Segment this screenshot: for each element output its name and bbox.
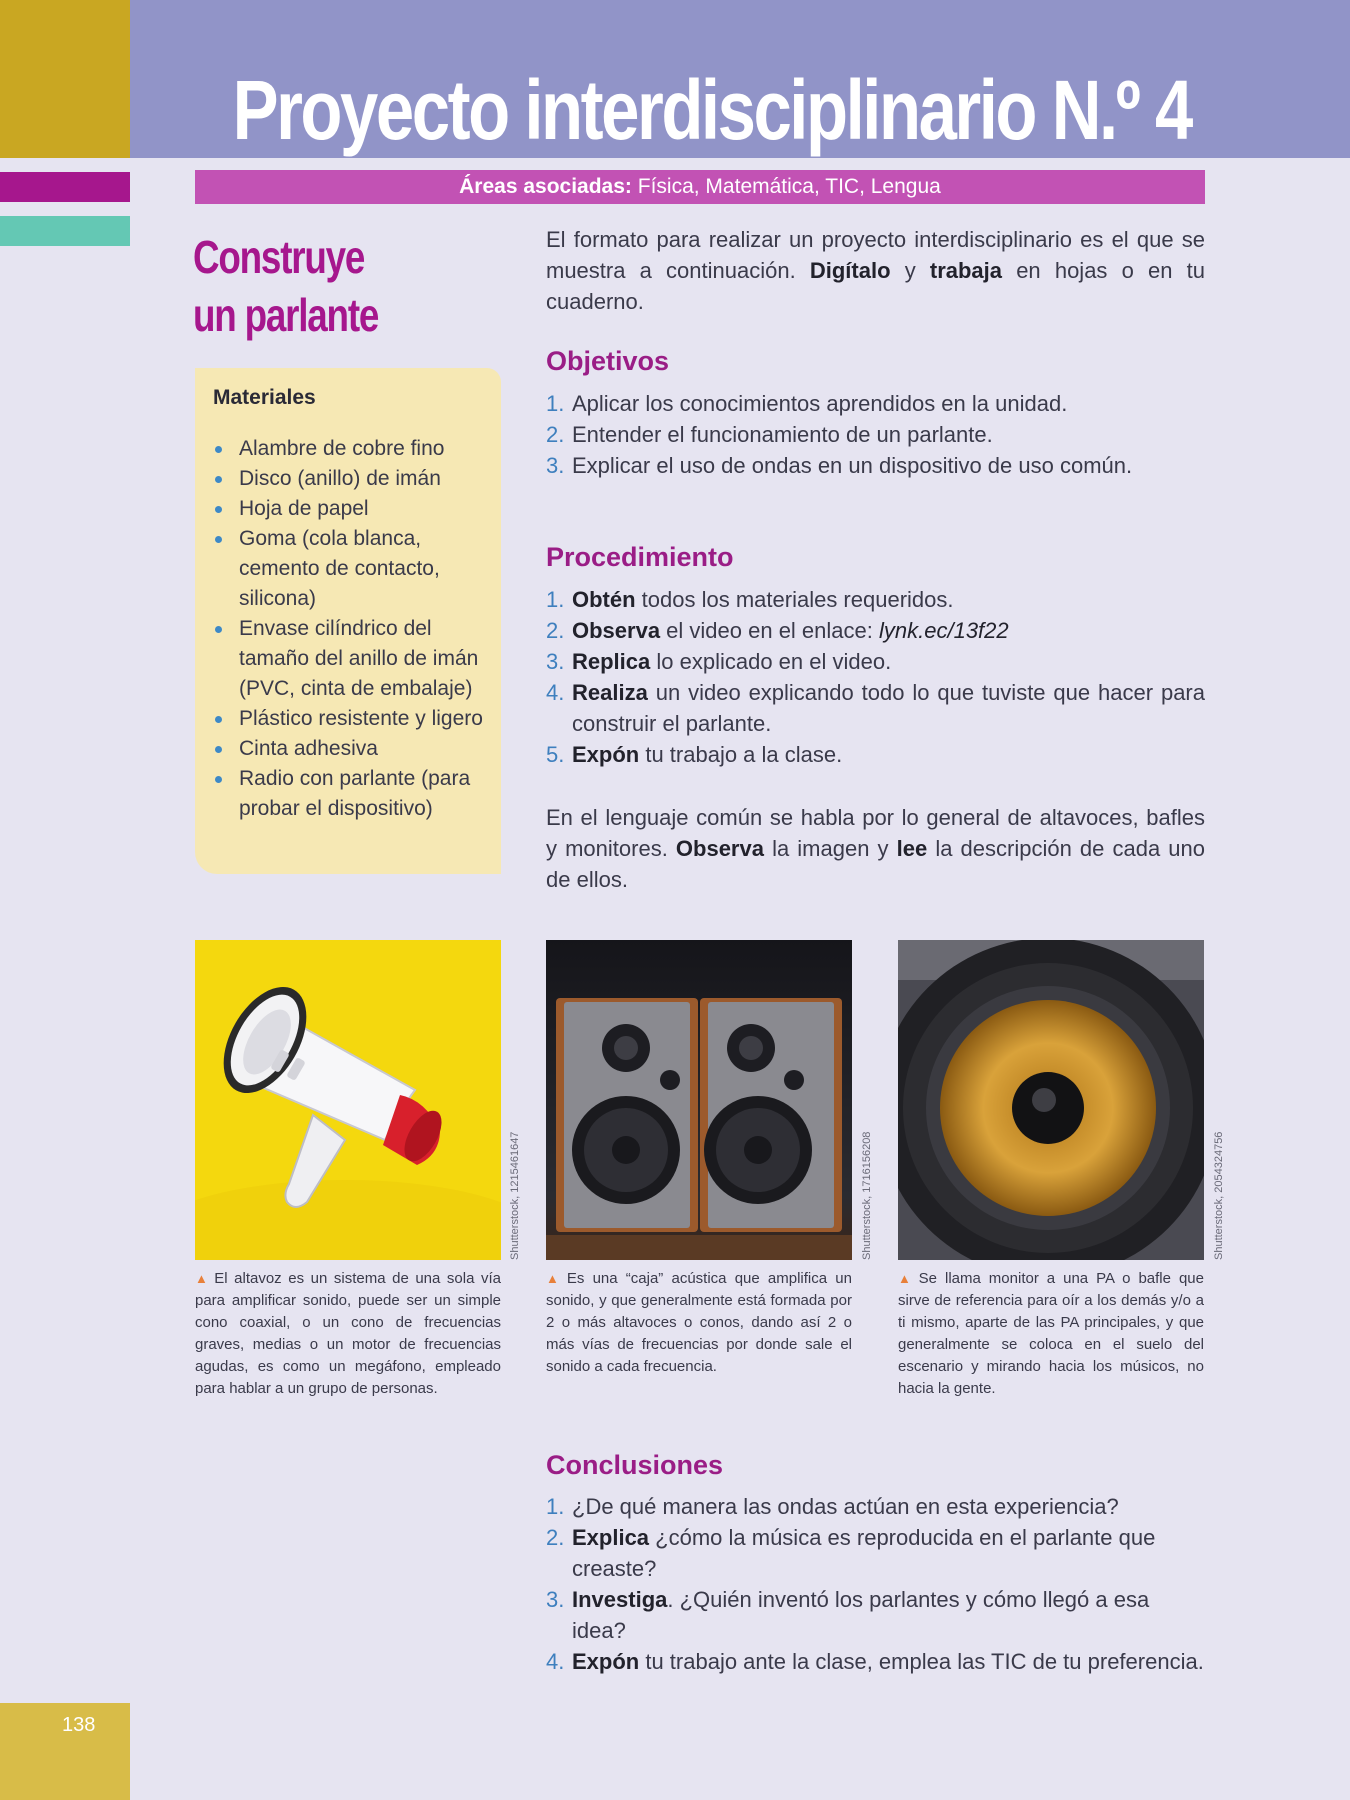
- item-number: 2.: [546, 422, 565, 447]
- objectives-heading: Objetivos: [546, 346, 670, 376]
- material-item: Alambre de cobre fino: [213, 434, 493, 464]
- conclusion-item: [546, 1522, 1205, 1584]
- item-verb: Explica: [572, 1525, 650, 1550]
- item-number: 3.: [546, 649, 565, 674]
- item-verb: Expón: [572, 742, 640, 767]
- item-number: 5.: [546, 742, 565, 767]
- material-item: Disco (anillo) de imán: [213, 464, 493, 494]
- procedure-heading: Procedimiento: [546, 542, 734, 572]
- conclusion-item: [546, 1491, 1205, 1522]
- page-number: 138: [62, 1714, 96, 1736]
- photo-credit: Shutterstock, 1215461647: [509, 1131, 521, 1260]
- corner-block-gold: [0, 0, 130, 158]
- conclusions-heading: Conclusiones: [546, 1450, 724, 1480]
- item-verb: Realiza: [572, 680, 648, 705]
- material-item: Goma (cola blanca, cemento de contacto, silicona): [213, 524, 493, 614]
- material-item: Envase cilíndrico del tamaño del anillo de imán (PVC, cinta de embalaje): [213, 614, 493, 704]
- objective-item: [546, 450, 1205, 481]
- photo-credit: Shutterstock, 2054324756: [1213, 1131, 1225, 1260]
- megaphone-photo: [195, 940, 501, 1260]
- item-number: 1.: [546, 587, 565, 612]
- intro-text-1: El formato para realizar un proyecto interdisciplinario es el que se muestra a continuación.: [546, 227, 1205, 283]
- item-number: 4.: [546, 680, 565, 705]
- procedure-item: [546, 584, 1205, 615]
- item-number: 4.: [546, 1649, 565, 1674]
- item-number: 2.: [546, 618, 565, 643]
- item-number: 1.: [546, 1494, 565, 1519]
- item-number: 3.: [546, 1587, 565, 1612]
- conclusion-item: [546, 1646, 1205, 1677]
- item-text: ¿cómo la música es reproducida en el parlante que creaste?: [572, 1525, 1156, 1581]
- photo-credit: Shutterstock, 1716156208: [861, 1131, 873, 1260]
- areas-label: Áreas asociadas:: [459, 175, 632, 198]
- conclusions-list: [546, 1491, 1205, 1677]
- photo-caption: [898, 1268, 1204, 1400]
- para-text-2: la imagen y: [763, 836, 897, 861]
- side-tab-teal: [0, 216, 130, 246]
- associated-areas-bar: [195, 170, 1205, 204]
- intro-bold-1: Digítalo: [809, 258, 891, 283]
- triangle-icon: ▲: [898, 1271, 915, 1286]
- page-title: Proyecto interdisciplinario N.º 4: [232, 63, 1191, 157]
- item-text: ¿De qué manera las ondas actúan en esta experiencia?: [572, 1494, 1119, 1519]
- item-text: el video en el enlace:: [660, 618, 879, 643]
- procedure-item: [546, 677, 1205, 739]
- para-bold-2: lee: [896, 836, 928, 861]
- item-verb: Replica: [572, 649, 651, 674]
- item-number: 2.: [546, 1525, 565, 1550]
- procedure-item: [546, 646, 1205, 677]
- item-number: 1.: [546, 391, 565, 416]
- materials-list: [213, 434, 493, 824]
- speakers-intro-paragraph: [546, 802, 1205, 895]
- item-text: tu trabajo ante la clase, emplea las TIC de tu preferencia.: [639, 1649, 1204, 1674]
- caption-text: Es una “caja” acústica que amplifica un sonido, y que generalmente está formada por 2 o más altavoces o conos, dando así 2 o más vías de frecuencias por donde sale el sonido a cada frecuencia.: [546, 1270, 852, 1375]
- subtitle-line-1: Construye: [193, 231, 365, 283]
- side-tab-magenta: [0, 172, 130, 202]
- objective-item: [546, 419, 1205, 450]
- material-item: Cinta adhesiva: [213, 734, 493, 764]
- intro-paragraph: [546, 224, 1205, 317]
- photo-caption: [195, 1268, 501, 1400]
- item-verb: Investiga: [572, 1587, 668, 1612]
- objectives-list: [546, 388, 1205, 481]
- intro-text-2: y: [890, 258, 930, 283]
- procedure-item: [546, 615, 1205, 646]
- item-text: Aplicar los conocimientos aprendidos en la unidad.: [572, 391, 1068, 416]
- para-bold-1: Observa: [675, 836, 764, 861]
- caption-text: El altavoz es un sistema de una sola vía para amplificar sonido, puede ser un simple cono coaxial, o un cono de frecuencias graves, medias o un motor de frecuencias agudas, es como un megáfono, empleado para hablar a un grupo de personas.: [195, 1270, 501, 1397]
- item-text: Explicar el uso de ondas en un dispositivo de uso común.: [572, 453, 1133, 478]
- procedure-item: [546, 739, 1205, 770]
- triangle-icon: ▲: [546, 1271, 563, 1286]
- item-verb: Obtén: [572, 587, 636, 612]
- project-subtitle: [193, 228, 433, 344]
- monitor-speaker-photo: [898, 940, 1204, 1260]
- conclusion-item: [546, 1584, 1205, 1646]
- material-item: Radio con parlante (para probar el dispositivo): [213, 764, 493, 824]
- areas-value: Física, Matemática, TIC, Lengua: [631, 175, 941, 198]
- materials-title: Materiales: [213, 386, 316, 409]
- item-verb: Observa: [572, 618, 661, 643]
- item-text: todos los materiales requeridos.: [635, 587, 954, 612]
- video-link[interactable]: lynk.ec/13f22: [879, 618, 1009, 643]
- procedure-list: [546, 584, 1205, 770]
- material-item: Hoja de papel: [213, 494, 493, 524]
- item-text: tu trabajo a la clase.: [639, 742, 843, 767]
- item-number: 3.: [546, 453, 565, 478]
- item-text: Entender el funcionamiento de un parlante.: [572, 422, 993, 447]
- para-text-3: la descripción de cada uno de ellos.: [546, 836, 1205, 892]
- item-verb: Expón: [572, 1649, 640, 1674]
- item-text: un video explicando todo lo que tuviste que hacer para construir el parlante.: [572, 680, 1205, 736]
- caption-text: Se llama monitor a una PA o bafle que sirve de referencia para oír a los demás y/o a ti mismo, aparte de las PA principales, y que generalmente se coloca en el suelo del escenario y mirando hacia los músicos, no hacia la gente.: [898, 1270, 1204, 1397]
- photo-caption: [546, 1268, 852, 1378]
- subtitle-line-2: un parlante: [193, 289, 379, 341]
- material-item: Plástico resistente y ligero: [213, 704, 493, 734]
- bookshelf-speakers-photo: [546, 940, 852, 1260]
- intro-text-3: en hojas o en tu cuaderno.: [546, 258, 1205, 314]
- triangle-icon: ▲: [195, 1271, 211, 1286]
- objective-item: [546, 388, 1205, 419]
- item-text: lo explicado en el video.: [650, 649, 892, 674]
- intro-bold-2: trabaja: [929, 258, 1003, 283]
- item-text: . ¿Quién inventó los parlantes y cómo llegó a esa idea?: [572, 1587, 1150, 1643]
- para-text-1: En el lenguaje común se habla por lo general de altavoces, bafles y monitores.: [546, 805, 1205, 861]
